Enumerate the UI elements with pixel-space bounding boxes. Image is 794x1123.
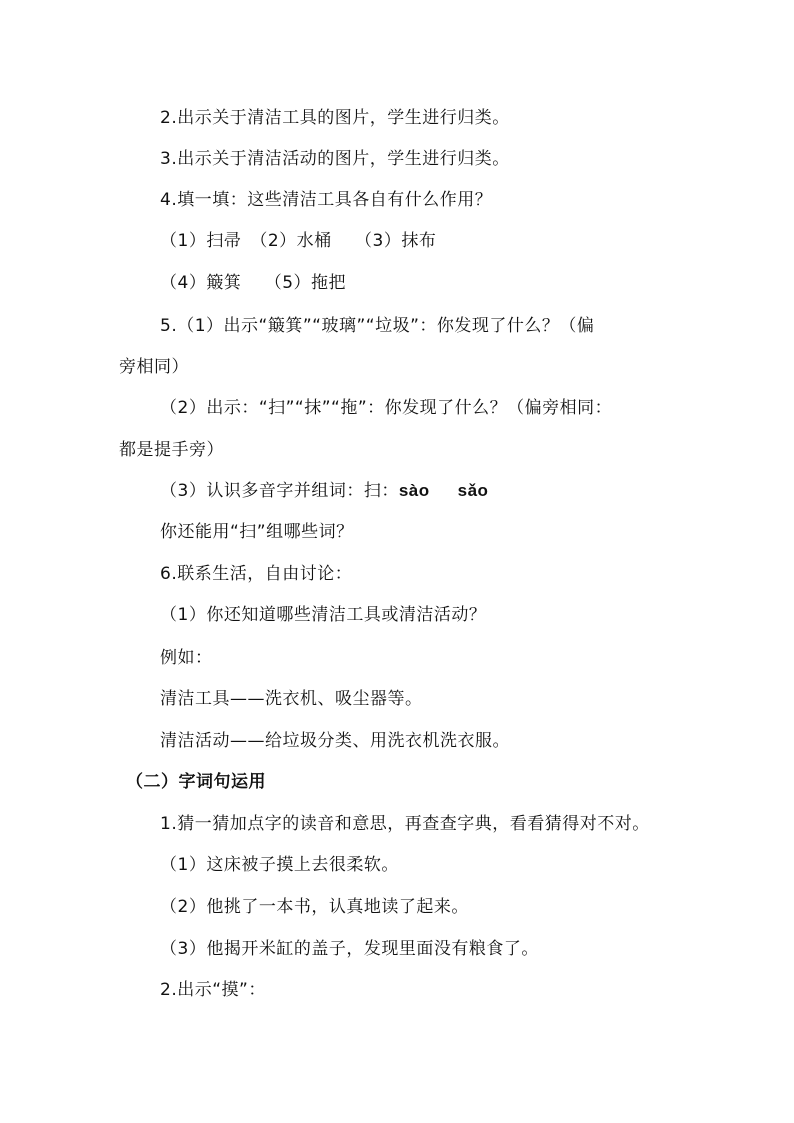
word-building-question: 你还能用“扫”组哪些词？ — [160, 522, 354, 542]
example-tools: 清洁工具——洗衣机、吸尘器等。 — [160, 689, 423, 709]
exercise-1-sentence-3: （3）他揭开米缸的盖子，发现里面没有粮食了。 — [160, 939, 539, 959]
step-5-part-2-line: （2）出示：“扫”“抹”“拖”：你发现了什么？（偏旁相同： — [160, 398, 613, 418]
step-5-line: 5.（1）出示“簸箕”“玻璃”“垃圾”：你发现了什么？（偏 — [160, 316, 595, 336]
exercise-1-sentence-2: （2）他挑了一本书，认真地读了起来。 — [160, 897, 469, 917]
step-5-part-2-continued: 都是提手旁） — [119, 440, 224, 460]
step-4-line: 4.填一填：这些清洁工具各自有什么作用？ — [160, 190, 493, 210]
example-label: 例如： — [160, 648, 213, 668]
step-2-line: 2.出示关于清洁工具的图片，学生进行归类。 — [160, 108, 510, 128]
example-activities: 清洁活动——给垃圾分类、用洗衣机洗衣服。 — [160, 731, 510, 751]
pinyin-sao-4: sào — [398, 481, 430, 500]
step-6-line: 6.联系生活，自由讨论： — [160, 564, 353, 584]
step-5-line-continued: 旁相同） — [119, 357, 189, 377]
exercise-1-line: 1.猜一猜加点字的读音和意思，再查查字典，看看猜得对不对。 — [160, 814, 650, 834]
section-heading: （二）字词句运用 — [126, 772, 266, 792]
tools-list-line-2: （4）簸箕 （5）拖把 — [160, 273, 347, 293]
exercise-1-sentence-1: （1）这床被子摸上去很柔软。 — [160, 855, 399, 875]
polyphone-line — [160, 480, 488, 502]
tools-list-line-1: （1）扫帚 （2）水桶 （3）抹布 — [160, 231, 437, 251]
step-6-question: （1）你还知道哪些清洁工具或清洁活动？ — [160, 605, 487, 625]
pinyin-sao-3: sǎo — [457, 481, 489, 500]
polyphone-label: （3）认识多音字并组词：扫： — [160, 481, 399, 501]
step-3-line: 3.出示关于清洁活动的图片，学生进行归类。 — [160, 149, 510, 169]
exercise-2-line: 2.出示“摸”： — [160, 980, 266, 1000]
